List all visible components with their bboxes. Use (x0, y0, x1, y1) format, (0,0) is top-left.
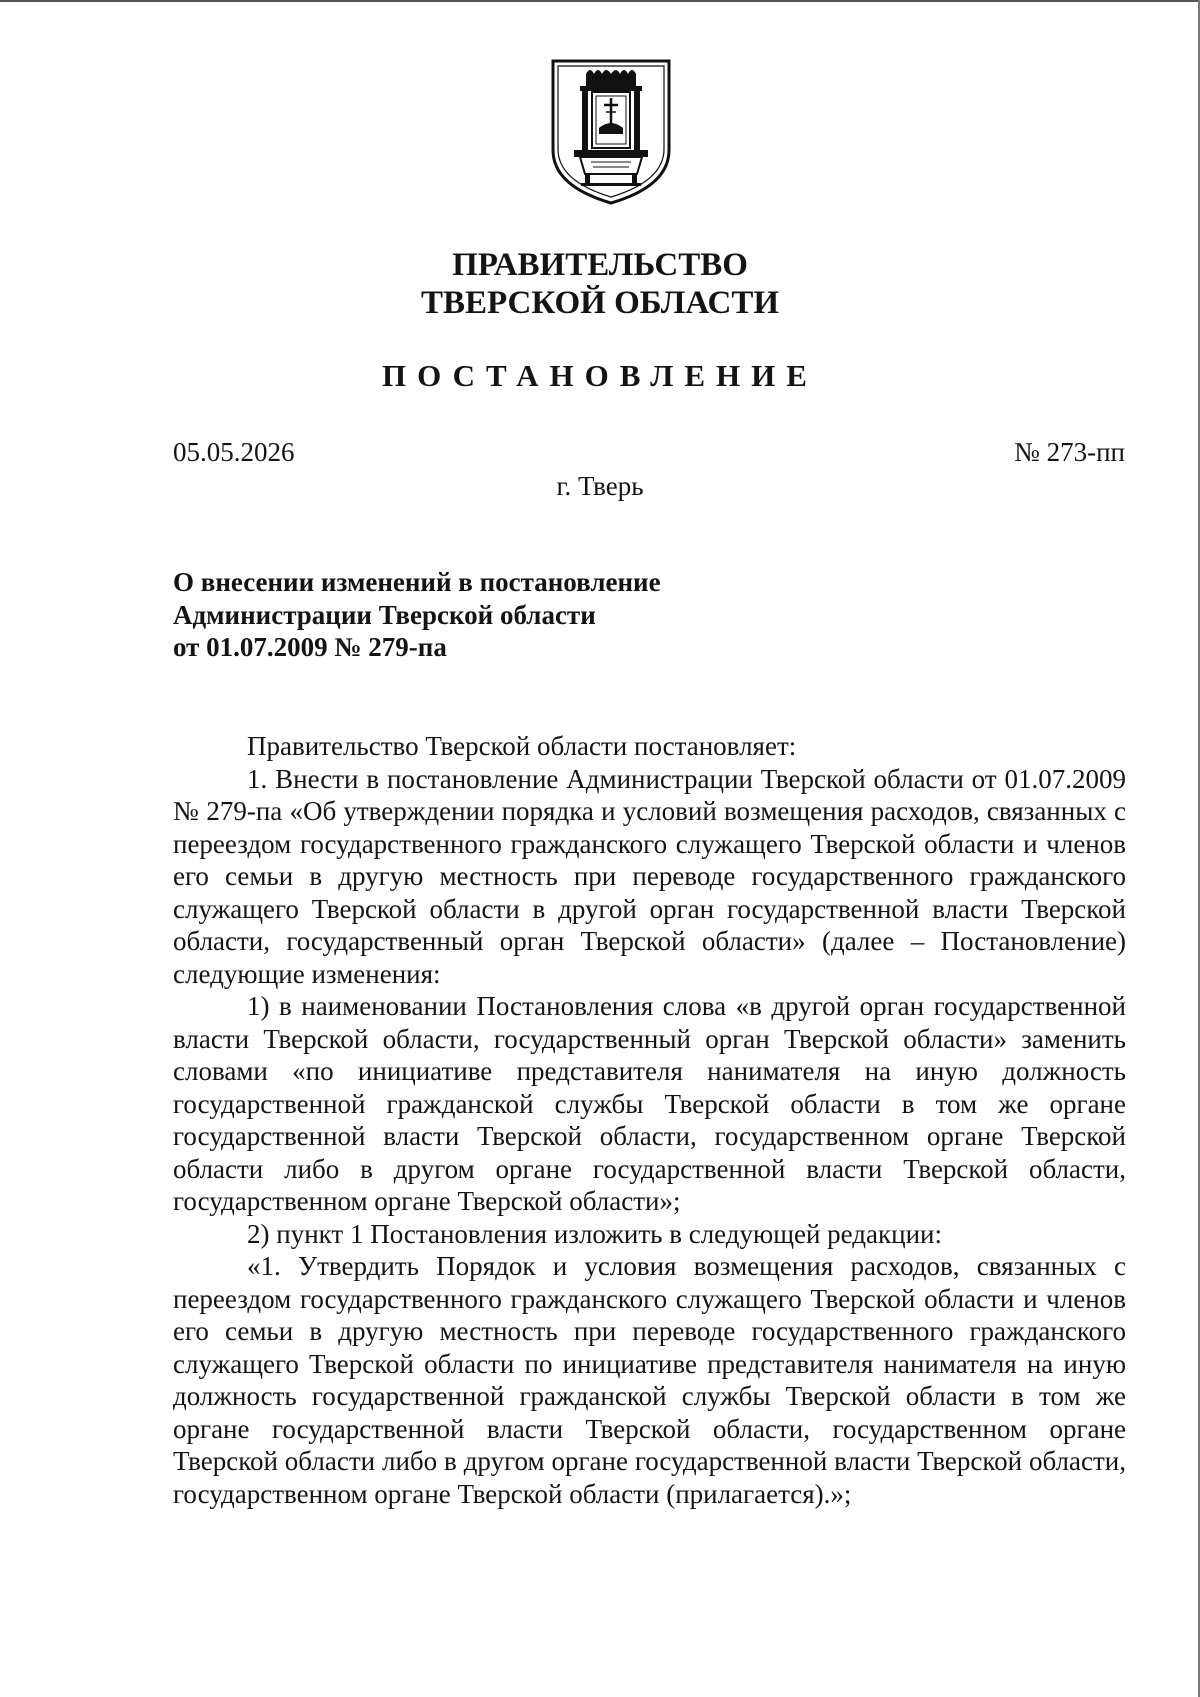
decree-number: № 273-пп (1014, 437, 1125, 467)
tver-coat-of-arms-icon (549, 58, 673, 206)
body-paragraph-item-1: 1. Внести в постановление Администрации Тверской области от 01.07.2009 № 279-па «Об утверждении порядка и условий возмещения расходов, связанных с переездом государственного гражданского служащего Тверской области и членов его семьи в другую местность при переводе государственного гражданского служащего Тверской области в другой орган государственной власти Тверской области, государственный орган Тверской области» (далее – Постановление) следующие изменения: (173, 763, 1126, 989)
decree-city: г. Тверь (556, 471, 644, 501)
subject-line-3: от 01.07.2009 № 279-па (173, 632, 447, 662)
document-type-heading: ПОСТАНОВЛЕНИЕ (382, 358, 818, 393)
body-paragraph-new-wording: «1. Утвердить Порядок и условия возмещения расходов, связанных с переездом государственного гражданского служащего Тверской области и членов его семьи в другую местность при переводе государственного гражданского служащего Тверской области по инициативе представителя нанимателя на иную должность государственной гражданской службы Тверской области в том же органе государственной власти Тверской области, государственном органе Тверской области либо в другом органе государственной власти Тверской области, государственном органе Тверской области (прилагается).»; (173, 1251, 1126, 1509)
government-title-line-1: ПРАВИТЕЛЬСТВО (452, 247, 748, 283)
decree-subject (173, 566, 873, 664)
body-paragraph-subitem-1: 1) в наименовании Постановления слова «в другой орган государственной власти Тверской области, государственный орган Тверской области» заменить словами «по инициативе представителя нанимателя на иную должность государственной гражданской службы Тверской области в том же органе государственной власти Тверской области, государственном органе Тверской области либо в другом органе государственной власти Тверской области, государственном органе Тверской области»; (173, 991, 1126, 1216)
decree-date: 05.05.2026 (173, 437, 295, 467)
subject-line-2: Администрации Тверской области (173, 599, 596, 630)
subject-line-1: О внесении изменений в постановление (173, 567, 661, 597)
body-paragraph-subitem-2: 2) пункт 1 Постановления изложить в следующей редакции: (247, 1218, 942, 1249)
scan-edge-top (0, 0, 1200, 2)
decree-body (173, 730, 1126, 1510)
body-paragraph-intro: Правительство Тверской области постановляет: (247, 731, 797, 761)
government-title-line-2: ТВЕРСКОЙ ОБЛАСТИ (420, 285, 780, 321)
